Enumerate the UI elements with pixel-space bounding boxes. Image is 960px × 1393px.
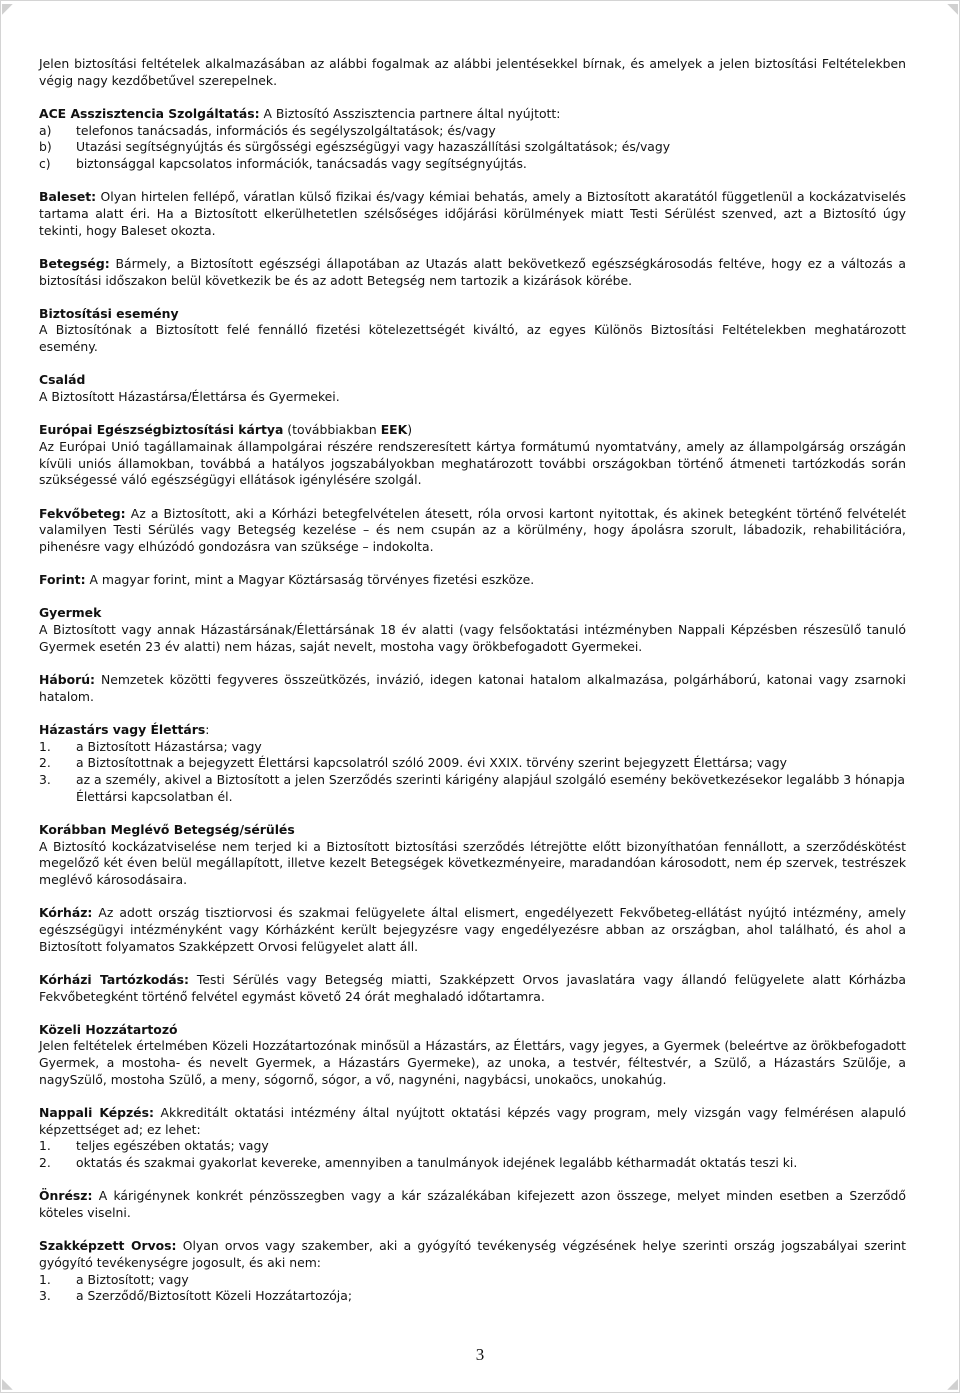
list-marker: 2. [39, 1155, 51, 1171]
list-item [39, 123, 906, 140]
definition-baleset [39, 189, 906, 239]
corner-mark-top-right: ◥ [947, 1, 958, 17]
page-number: 3 [475, 1345, 485, 1364]
list-item-text: a Szerződő/Biztosított Közeli Hozzátartozója; [76, 1288, 353, 1304]
term-hazastars: Házastárs vagy Élettárs [39, 721, 206, 737]
definition-text: A magyar forint, mint a Magyar Köztársaság törvényes fizetési eszköze. [85, 572, 535, 588]
list-marker: 3. [39, 1288, 51, 1304]
intro-paragraph [39, 56, 906, 89]
definition-text: Jelen feltételek értelmében Közeli Hozzátartozónak minősül a Házastárs, az Élettárs, vagy jegyes, a Gyermek (beleértve az örökbefogadott Gyermek, a mostoha- és nevelt Gyermek, a Házastárs Gyermeke), az unoka, a testvér, féltestvér, a Szülő, a Házastárs Szülője, a nagySzülő, mostoha Szülő, a meny, sógornő, sógor, a vő, nagynéni, nagybácsi, unokaöcs, unokahúg. [39, 1038, 906, 1087]
list-item-text: oktatás és szakmai gyakorlat kevereke, amennyiben a tanulmányok idejének legalább kétharmadát oktatás teszi ki. [76, 1155, 798, 1171]
definition-onresz [39, 1188, 906, 1221]
definition-szakkepzett-orvos [39, 1238, 906, 1305]
list-item-text: teljes egészében oktatás; vagy [76, 1138, 269, 1154]
list-marker: c) [39, 156, 51, 172]
definition-text: A Biztosító kockázatviselése nem terjed ki a Biztosított biztosítási szerződés létrejötte előtt bizonyíthatóan fennállott, a szerződéskötést megelőző két éven belül megállapított, illetve kezelt Betegségek következményeire, maradandóan károsodott, nem ép szervek, testrészek meglévő károsodásaira. [39, 838, 906, 888]
list-marker: a) [39, 122, 52, 138]
corner-mark-top-left: ◤ [2, 1, 13, 17]
document-body [39, 56, 906, 1322]
term-betegseg: Betegség: [39, 255, 110, 271]
term-biztositasi-esemeny: Biztosítási esemény [39, 305, 179, 321]
definition-text: A kárigénynek konkrét pénzösszegben vagy a kár százalékában kifejezett azon összege, melyet minden esetben a Szerződő köteles viselni. [39, 1188, 906, 1221]
intro-text: Jelen biztosítási feltételek alkalmazásában az alábbi fogalmak az alábbi jelentésekkel bírnak, és amelyek a jelen biztosítási Feltételekben végig nagy kezdőbetűvel szerepelnek. [39, 56, 906, 88]
list-item-text: a Biztosítottnak a bejegyzett Élettársi kapcsolatról szóló 2009. évi XXIX. törvény szerint bejegyzett Élettársa; vagy [76, 755, 787, 771]
list-item-text: az a személy, akivel a Biztosított a jelen Szerződés szerinti kárigény alapjául szolgáló esemény bekövetkezésekor legalább 3 hónapja Élettársi kapcsolatban él. [76, 772, 905, 804]
definition-eek [39, 422, 906, 489]
definition-fekvobeteg [39, 506, 906, 556]
definition-gyermek [39, 605, 906, 655]
list-item [39, 755, 906, 772]
list-marker: 3. [39, 772, 51, 787]
definition-text: A Biztosított Házastársa/Élettársa és Gyermekei. [39, 389, 340, 405]
list-item-text: biztonsággal kapcsolatos információk, tanácsadás vagy segítségnyújtás. [76, 156, 527, 172]
definition-text: Akkreditált oktatási intézmény által nyújtott oktatási képzés vagy program, mely vizsgán vagy felmérésen alapuló képzettséget ad; ez lehet: [39, 1105, 906, 1137]
corner-mark-bottom-left: ◣ [2, 1376, 13, 1392]
term-gyermek: Gyermek [39, 605, 102, 621]
list-item [39, 739, 906, 756]
list-marker: 1. [39, 738, 51, 754]
definition-forint [39, 572, 906, 589]
definition-biztositasi-esemeny [39, 306, 906, 356]
term-korabban-meglevo: Korábban Meglévő Betegség/sérülés [39, 821, 295, 837]
term-fekvobeteg: Fekvőbeteg: [39, 505, 126, 521]
definition-kozeli-hozzatartozo [39, 1022, 906, 1089]
term-forint: Forint: [39, 572, 86, 588]
term-kozeli-hozzatartozo: Közeli Hozzátartozó [39, 1021, 178, 1037]
definition-ace [39, 106, 906, 173]
definition-haboru [39, 672, 906, 705]
eek-abbreviation: EEK [380, 422, 408, 438]
term-korhaz: Kórház: [39, 905, 93, 921]
corner-mark-bottom-right: ◢ [947, 1376, 958, 1392]
definition-text: A Biztosított vagy annak Házastársának/Élettársának 18 év alatti (vagy felsőoktatási intézményben Nappali Képzésben részesülő tanuló Gyermek esetén 23 év alatti) nem házas, saját nevelt, mostoha vagy örökbefogadott Gyermekei. [39, 622, 906, 654]
term-haboru: Háború: [39, 671, 95, 687]
definition-text: Olyan orvos vagy szakember, aki a gyógyító tevékenység végzésének helye szerinti ország jogszabályai szerint gyógyító tevékenységre jogosult, és aki nem: [39, 1238, 907, 1270]
term-eek: Európai Egészségbiztosítási kártya [39, 422, 284, 438]
definition-betegseg [39, 256, 906, 289]
list-marker: 1. [39, 1138, 51, 1154]
term-korhazi-tartozkodas: Kórházi Tartózkodás: [39, 971, 189, 987]
list-item [39, 156, 906, 173]
definition-text: A Biztosítónak a Biztosított felé fennálló fizetési kötelezettségét kiváltó, az egyes Különös Biztosítási Feltételekben meghatározott esemény. [39, 322, 906, 355]
definition-korhaz [39, 905, 906, 955]
term-nappali-kepzes: Nappali Képzés: [39, 1105, 154, 1121]
eek-paren-open: (továbbiakban [283, 422, 381, 438]
definition-text: Az adott ország tisztiorvosi és szakmai felügyelete által elismert, engedélyezett Fekvőbeteg-ellátást nyújtó intézmény, amely egészségügyi intézményként vagy Kórházként került bejegyzésre vagy engedélyezésre abban az országban, ahol található, és ahol a Biztosított folyamatos Szakképzett Orvosi felügyelet alatt áll. [39, 905, 906, 954]
term-onresz: Önrész: [39, 1188, 93, 1204]
definition-korabban-meglevo [39, 822, 906, 889]
list-item-text: telefonos tanácsadás, információs és segélyszolgáltatások; és/vagy [76, 122, 496, 138]
definition-text: Olyan hirtelen fellépő, váratlan külső fizikai és/vagy kémiai behatás, amely a Biztosított akaratától függetlenül a kockázatviselés tartama alatt éri. Ha a Biztosított elkerülhetetlen szélsőséges időjárási körülmények miatt Testi Sérülést szenved, azt a Biztosító úgy tekinti, hogy Baleset okozta. [39, 189, 906, 238]
list-item-text: Utazási segítségnyújtás és sürgősségi egészségügyi vagy hazaszállítási szolgáltatások; és/vagy [76, 139, 671, 155]
definition-text: A Biztosító Asszisztencia partnere által nyújtott: [259, 105, 561, 121]
definition-text: Bármely, a Biztosított egészségi állapotában az Utazás alatt bekövetkező egészségkárosodás feltéve, hogy ez a változás a biztosítási időszakon belül következik be és az adott Betegség nem tartozik a kizárások körébe. [39, 255, 906, 288]
list-item [39, 1288, 906, 1305]
list-item-text: a Biztosított Házastársa; vagy [76, 738, 262, 754]
definition-text: Az a Biztosított, aki a Kórházi betegfelvételen átesett, róla orvosi kartont nyitottak, és akinek betegként történő felvételét valamilyen Testi Sérülés vagy Betegség kezelése – és nem csupán az a körülmény, hogy ápolásra szorult, lábadozik, rehabilitációra, pihenésre vagy elhúzódó gondozásra van szüksége – indokolta. [39, 505, 906, 554]
definition-nappali-kepzes [39, 1105, 906, 1172]
list-item [39, 1155, 906, 1172]
list-marker: 2. [39, 755, 51, 771]
term-ace: ACE Asszisztencia Szolgáltatás: [39, 105, 260, 121]
eek-paren-close: ) [407, 422, 413, 438]
definition-hazastars [39, 722, 906, 806]
list-item [39, 1138, 906, 1155]
definition-text: Nemzetek közötti fegyveres összeütközés, invázió, idegen katonai hatalom alkalmazása, polgárháború, katonai vagy zsarnoki hatalom. [39, 671, 906, 704]
term-baleset: Baleset: [39, 189, 97, 205]
list-item [39, 1272, 906, 1289]
list-marker: b) [39, 139, 52, 155]
list-marker: 1. [39, 1271, 51, 1287]
list-item [39, 139, 906, 156]
term-szakkepzett-orvos: Szakképzett Orvos: [39, 1238, 177, 1254]
term-csalad: Család [39, 372, 86, 388]
list-item [39, 772, 906, 805]
definition-korhazi-tartozkodas [39, 972, 906, 1005]
definition-text: Az Európai Unió tagállamainak állampolgárai részére rendszeresített kártya formátumú nyomtatvány, amely az állampolgárság országán kívüli uniós államokban, továbbá a hatályos jogszabályokban meghatározott további országokban történő átmeneti tartózkodás során szükségessé váló egészségügyi ellátások igénylésére szolgál. [39, 438, 906, 488]
list-item-text: a Biztosított; vagy [76, 1271, 189, 1287]
term-suffix: : [205, 721, 210, 737]
definition-text: Testi Sérülés vagy Betegség miatti, Szakképzett Orvos javaslatára vagy állandó felügyelete alatt Kórházba Fekvőbetegként történő felvétel egymást követő 24 órát meghaladó időtartamra. [39, 971, 906, 1004]
definition-csalad [39, 372, 906, 405]
